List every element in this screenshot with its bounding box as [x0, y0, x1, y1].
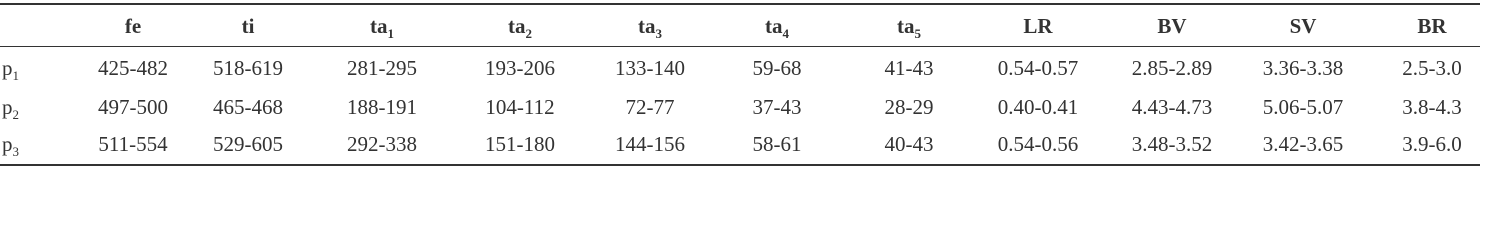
table-cell: 188-191: [347, 95, 417, 119]
header-ta5: $ta_5$: [897, 14, 921, 41]
header-lr: LR: [1023, 14, 1053, 38]
table-row: [0, 49, 1480, 87]
table-cell: 425-482: [98, 56, 168, 80]
table-cell: 292-338: [347, 132, 417, 156]
table-cell: 193-206: [485, 56, 555, 80]
table-cell: 3.42-3.65: [1262, 132, 1344, 156]
table-cell: 144-156: [615, 132, 685, 156]
table-cell: 4.43-4.73: [1131, 95, 1213, 119]
table-cell: 40-43: [884, 132, 934, 156]
header-sv: SV: [1289, 14, 1317, 38]
table-cell: 133-140: [615, 56, 685, 80]
table-cell: 465-468: [213, 95, 283, 119]
table-cell: 281-295: [347, 56, 417, 80]
header-ta3: $ta_3$: [638, 14, 662, 41]
header-br: BR: [1417, 14, 1447, 38]
header-ta4: $ta_4$: [765, 14, 789, 41]
table-cell: 511-554: [98, 132, 168, 156]
table-cell: 151-180: [485, 132, 555, 156]
table-cell: 2.5-3.0: [1402, 56, 1462, 80]
table-cell: 72-77: [625, 95, 675, 119]
table-cell: 58-61: [752, 132, 802, 156]
header-ti: ti: [241, 14, 255, 38]
table-cell: 3.36-3.38: [1262, 56, 1344, 80]
header-ta1: $ta_1$: [370, 14, 394, 41]
table-cell: 529-605: [213, 132, 283, 156]
header-ta2: $ta_2$: [508, 14, 532, 41]
header-fe: fe: [124, 14, 142, 38]
table-cell: 0.40-0.41: [997, 95, 1079, 119]
table-header-row: [0, 7, 1480, 45]
table-header-rule: [0, 46, 1480, 47]
table-top-rule: [0, 3, 1480, 5]
table-cell: 104-112: [485, 95, 555, 119]
table-cell: 41-43: [884, 56, 934, 80]
table-cell: 59-68: [752, 56, 802, 80]
table-cell: 37-43: [752, 95, 802, 119]
table-cell: 3.48-3.52: [1131, 132, 1213, 156]
table-cell: 3.9-6.0: [1402, 132, 1462, 156]
table-cell: 0.54-0.56: [997, 132, 1079, 156]
table-cell: 28-29: [884, 95, 934, 119]
row-label: $p_1$: [2, 56, 19, 83]
row-label: $p_2$: [2, 95, 19, 122]
table-row: [0, 88, 1480, 126]
table-cell: 3.8-4.3: [1402, 95, 1462, 119]
row-label: $p_3$: [2, 132, 19, 159]
table-cell: 0.54-0.57: [997, 56, 1079, 80]
table-bottom-rule: [0, 164, 1480, 166]
table-cell: 5.06-5.07: [1262, 95, 1344, 119]
header-bv: BV: [1157, 14, 1187, 38]
table-row: [0, 125, 1480, 163]
table-cell: 497-500: [98, 95, 168, 119]
table-cell: 2.85-2.89: [1131, 56, 1213, 80]
table-cell: 518-619: [213, 56, 283, 80]
